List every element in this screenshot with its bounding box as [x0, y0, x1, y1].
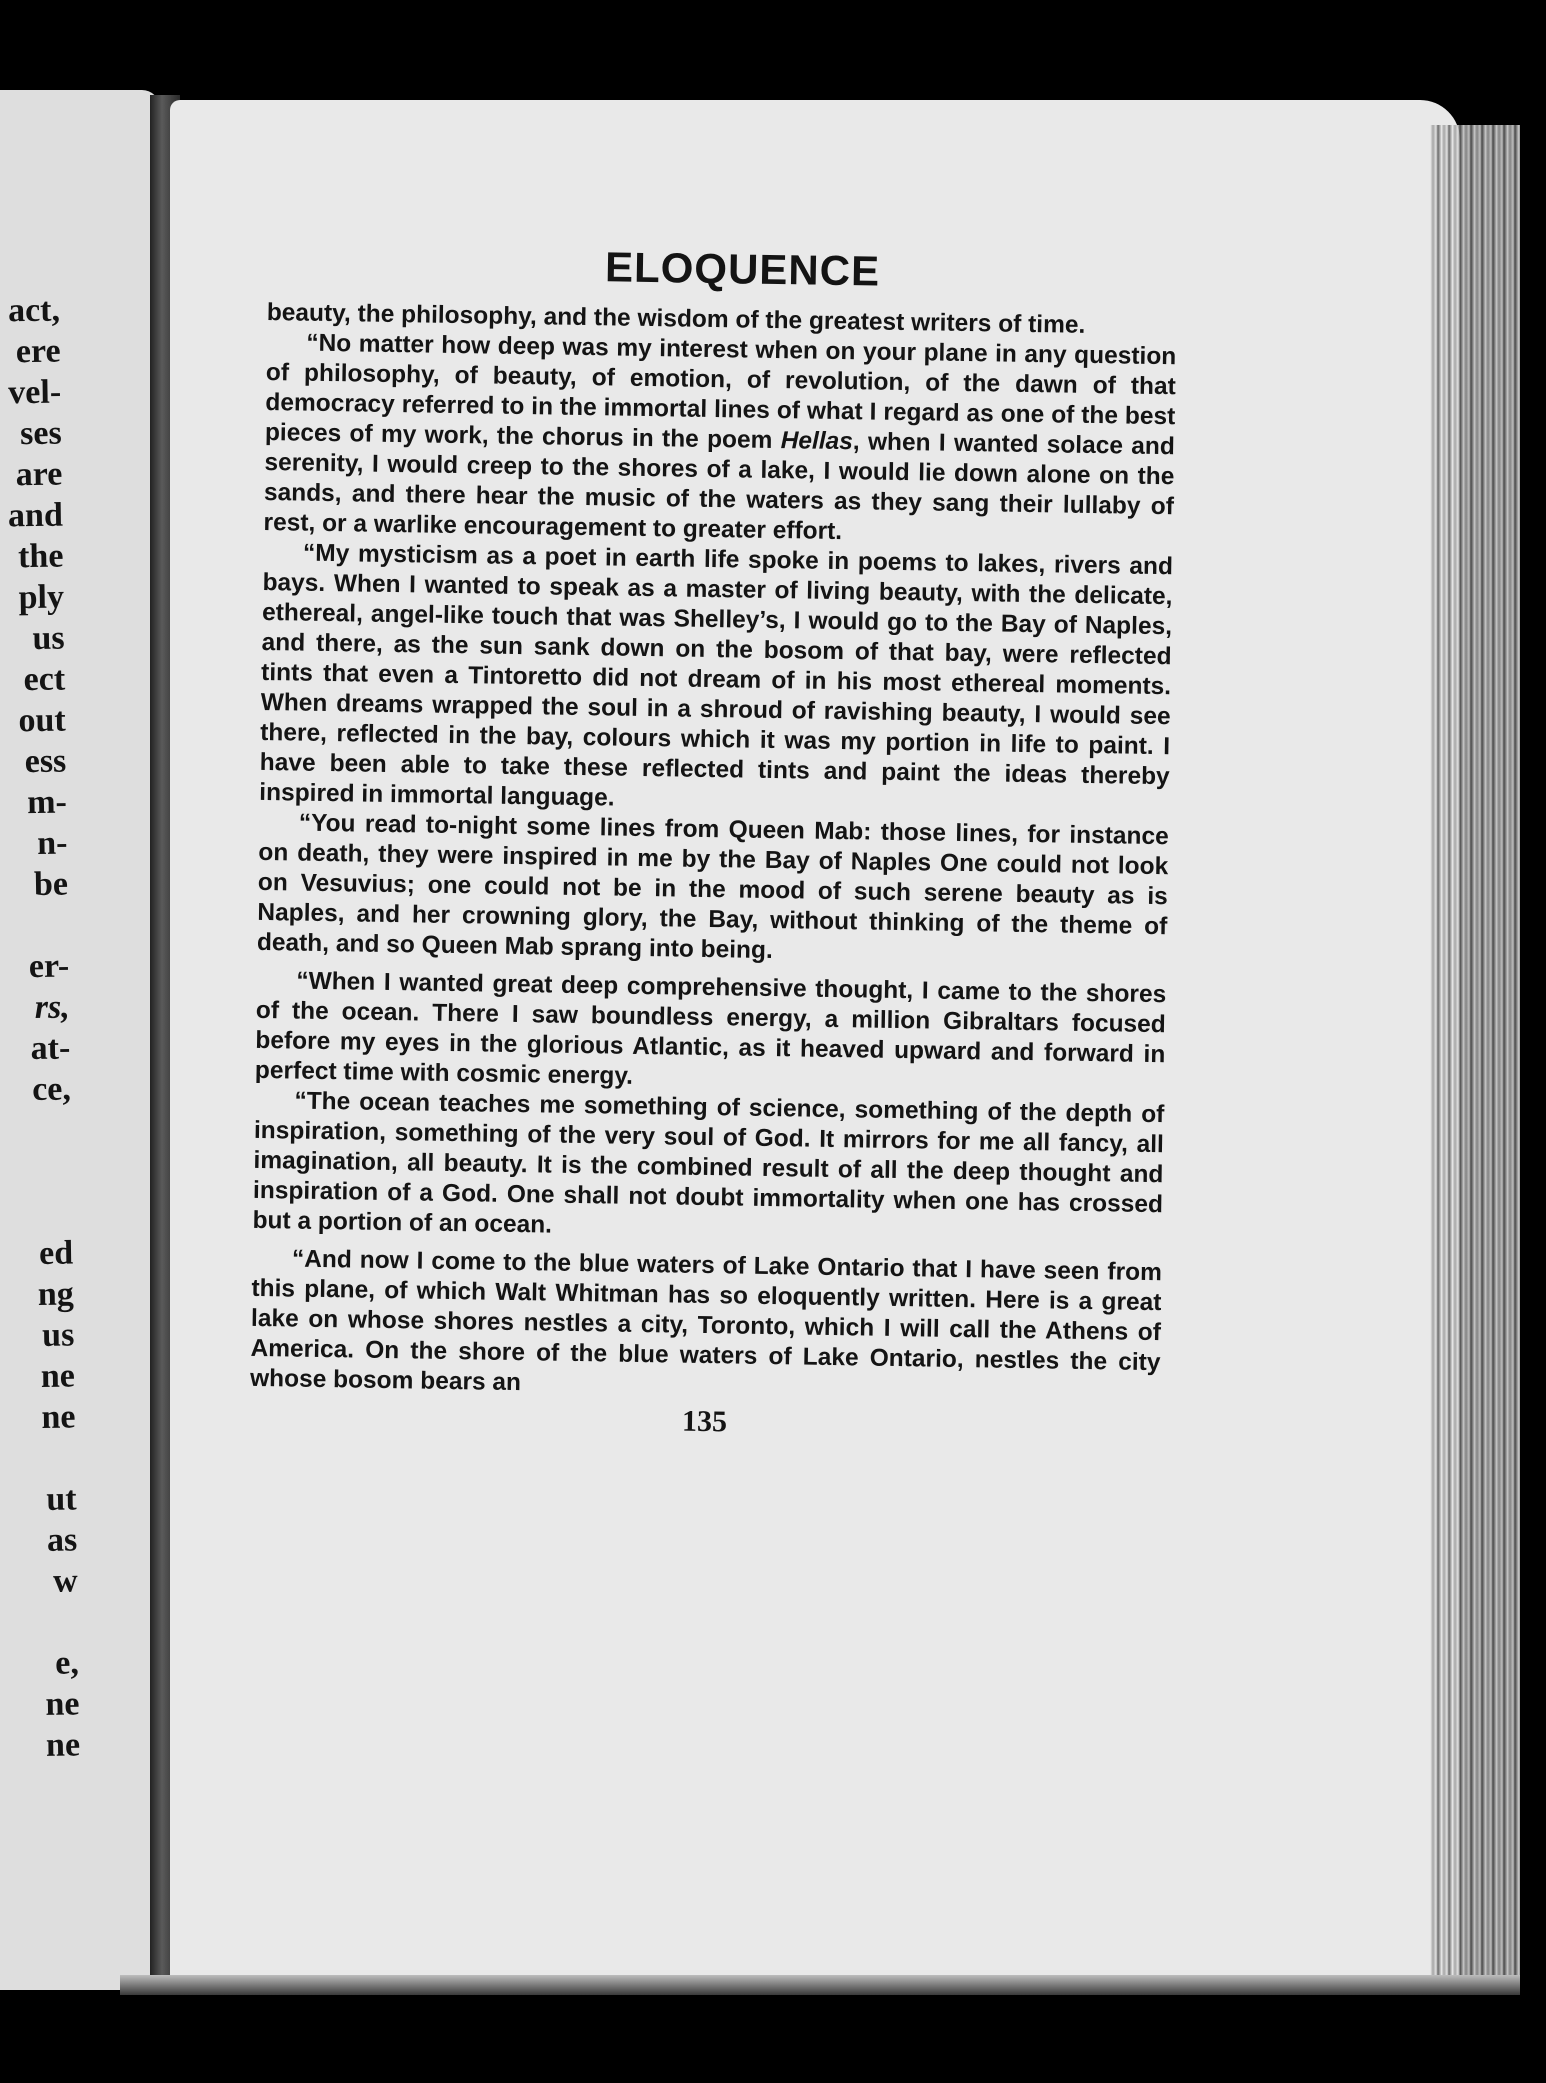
- previous-page-line-end: the: [17, 537, 64, 576]
- previous-page-line-end: vel-: [8, 373, 62, 412]
- previous-page-line-end: ed: [38, 1234, 74, 1272]
- previous-page-line-end: ere: [15, 332, 61, 371]
- previous-page-line-end: er-: [28, 947, 70, 986]
- body-text: [250, 298, 1177, 1408]
- previous-page-line-end: ply: [18, 578, 65, 617]
- page-text-block: [249, 238, 1178, 1446]
- paragraph: “The ocean teaches me something of science, something of the depth of inspiration, something of the very soul of God. It mirrors for me all fancy, all imagination, all beauty. It is the combined result of all the deep thought and inspiration of a God. One shall not doubt immortality when one has crossed but a portion of an ocean.: [252, 1087, 1165, 1239]
- previous-page-line-end: out: [18, 701, 66, 740]
- previous-page-line-end: us: [41, 1316, 75, 1354]
- previous-page-line-end: ne: [45, 1685, 80, 1723]
- previous-page-line-end: [1, 1110, 72, 1152]
- previous-page-line-end: be: [33, 865, 69, 903]
- previous-page-line-end: at-: [30, 1029, 71, 1068]
- previous-page-line-end: ect: [23, 660, 66, 699]
- previous-page-line-end: [0, 905, 69, 947]
- paragraph: beauty, the philosophy, and the wisdom of the greatest writers of time.: [266, 298, 1086, 339]
- previous-page-line-end: and: [7, 496, 64, 535]
- previous-page-line-end: [6, 1437, 77, 1479]
- previous-page-line-end: act,: [7, 291, 61, 330]
- paragraph: “You read to-night some lines from Queen Mab: those lines, for instance on death, they were inspired in me by the Bay of Naples One could not look on Vesuvius; one could not be in the mood of such serene beauty as is Naples, and her crowning glory, the Bay, without thinking of the theme of death, and so Queen Mab sprang into being.: [256, 809, 1169, 965]
- previous-page-line-end: us: [32, 619, 65, 657]
- page-bottom-edge: [120, 1975, 1520, 1995]
- previous-page-line-end: ess: [24, 742, 67, 781]
- previous-page-line-end: e,: [55, 1644, 80, 1682]
- paragraph: “When I wanted great deep comprehensive thought, I came to the shores of the ocean. There I saw boundless energy, a million Gibraltars focused before my eyes in the glorious Atlantic, as it heaved upward and forward in perfect time with cosmic energy.: [254, 967, 1167, 1090]
- page-edges: [1430, 125, 1520, 1985]
- previous-page-line-end: rs,: [34, 988, 70, 1026]
- previous-page-line-end: [2, 1150, 73, 1192]
- previous-page-line-end: ne: [45, 1726, 81, 1764]
- previous-page-line-end: w: [52, 1562, 78, 1600]
- previous-page: [0, 90, 160, 1990]
- previous-page-line-end: ce,: [31, 1070, 72, 1109]
- running-head: ELOQUENCE: [604, 243, 881, 295]
- page-number: 135: [681, 1404, 728, 1439]
- paragraph: “And now I come to the blue waters of Lake Ontario that I have seen from this plane, of which Walt Whitman has so eloquently written. Here is a great lake on whose shores nestles a city, Toronto, which I will call the Athens of America. On the shore of the blue waters of Lake Ontario, nestles the city whose bosom bears an: [249, 1245, 1163, 1397]
- poem-title: Hellas: [780, 427, 854, 456]
- previous-page-line-end: ses: [19, 414, 62, 453]
- previous-page-line-end: ne: [40, 1357, 76, 1395]
- previous-page-line-end: m-: [26, 783, 68, 822]
- previous-page-line-end: are: [15, 455, 63, 494]
- previous-page-line-end: ng: [37, 1275, 74, 1313]
- previous-page-line-ends: [0, 290, 80, 1767]
- previous-page-line-end: n-: [36, 824, 68, 862]
- previous-page-line-end: [2, 1191, 73, 1233]
- previous-page-line-end: ut: [46, 1480, 77, 1518]
- previous-page-line-end: as: [46, 1521, 78, 1559]
- previous-page-line-end: ne: [41, 1398, 76, 1436]
- previous-page-line-end: [8, 1601, 79, 1643]
- paragraph: “My mysticism as a poet in earth life spoke in poems to lakes, rivers and bays. When I wanted to speak as a master of living beauty, with the delicate, ethereal, angel-like touch that was Shelley’s, I would go to the Bay of Naples, and there, as the sun sank down on the bosom of that bay, were reflected tints that even a Tintoretto did not dream of in his most ethereal moments. When dreams wrapped the soul in a shroud of ravishing beauty, I would see there, reflected in the bay, colours which it was my portion in life to paint. I have been able to take these reflected tints and paint the ideas thereby inspired in immortal language.: [259, 539, 1174, 812]
- paragraph: “No matter how deep was my interest when on your plane in any question of philosophy, of beauty, of emotion, of revolution, of the dawn of that democracy referred to in the immortal lines of what I regard as one of the best pieces of my work, the chorus in the poem Hellas, when I wanted solace and serenity, I would creep to the shores of a lake, I would lie down alone on the sands, and there hear the music of the waters as they sang their lullaby of rest, or a warlike encouragement to greater effort.: [263, 329, 1177, 546]
